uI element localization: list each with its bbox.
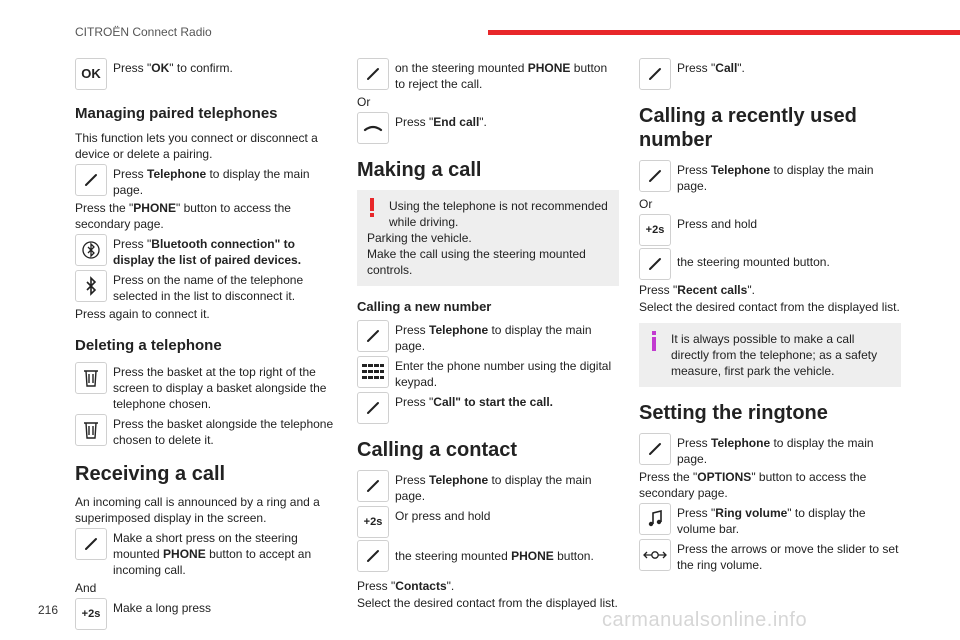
start-call-text: Press "Call" to start the call.: [395, 395, 553, 409]
keypad-text: Enter the phone number using the digital keypad.: [395, 359, 612, 389]
slider-arrows-icon: [639, 539, 671, 571]
phone-handset-icon: [357, 540, 389, 572]
hold-2s-icon: +2s: [639, 214, 671, 246]
start-call-row: [357, 392, 619, 424]
call-row: [639, 58, 901, 90]
phone-handset-icon: [639, 160, 671, 192]
contact-telephone-text: Press Telephone to display the main page.: [395, 473, 592, 503]
hold-2s-icon: +2s: [75, 598, 107, 630]
warning-box: [357, 190, 619, 286]
ring-volume-row: [639, 503, 901, 537]
recent-telephone-row: [639, 160, 901, 194]
phone-handset-icon: [357, 470, 389, 502]
phone-handset-icon: [639, 58, 671, 90]
short-press-text: Make a short press on the steering mounted PHONE button to accept an incoming call.: [113, 531, 312, 577]
arrows-row: [639, 539, 901, 573]
new-telephone-row: [357, 320, 619, 354]
confirm-text: Press "OK" to confirm.: [113, 61, 233, 75]
recent-hold-row: [639, 214, 901, 246]
name-row: [75, 270, 337, 304]
contact-hold-text: Or press and hold: [395, 509, 491, 523]
bluetooth-row: [75, 234, 337, 268]
receiving-intro: An incoming call is announced by a ring and a superimposed display in the screen.: [75, 495, 320, 525]
warning-text: Using the telephone is not recommended while driving.: [389, 199, 608, 229]
info-icon: [651, 331, 657, 351]
bluetooth-icon: [75, 270, 107, 302]
heading-making-call: Making a call: [357, 159, 482, 181]
column-2: [357, 56, 619, 612]
new-telephone-text: Press Telephone to display the main page.: [395, 323, 592, 353]
phone-handset-icon: [357, 320, 389, 352]
call-text: Press "Call".: [677, 61, 745, 75]
heading-calling-contact: Calling a contact: [357, 439, 518, 461]
phone-handset-icon: [75, 164, 107, 196]
recent-hold-text: Press and hold: [677, 217, 758, 231]
basket-text-2: Press the basket alongside the telephone chosen to delete it.: [113, 417, 334, 447]
again-text: Press again to connect it.: [75, 307, 210, 321]
running-header: CITROËN Connect Radio: [75, 25, 212, 39]
phone-handset-icon: [357, 392, 389, 424]
heading-deleting: Deleting a telephone: [75, 337, 222, 354]
info-text: It is always possible to make a call directly from the telephone; as a safety measure, first park the vehicle.: [671, 332, 878, 378]
basket-icon: [75, 362, 107, 394]
phone-button-text: Press the "PHONE" button to access the secondary page.: [75, 201, 291, 231]
contact-steer-row: [357, 540, 619, 572]
heading-ringtone: Setting the ringtone: [639, 402, 828, 424]
paired-intro: This function lets you connect or disconnect a device or delete a pairing.: [75, 131, 318, 161]
select-recent-text: Select the desired contact from the displayed list.: [639, 300, 900, 314]
short-press-row: [75, 528, 337, 578]
column-3: [639, 56, 901, 575]
telephone-row: [75, 164, 337, 198]
heading-new-number: Calling a new number: [357, 299, 492, 314]
watermark: carmanualsonline.info: [602, 609, 808, 631]
select-contact-text: Select the desired contact from the displayed list.: [357, 596, 618, 610]
basket-row-2: [75, 414, 337, 448]
basket-icon: [75, 414, 107, 446]
telephone-text: Press Telephone to display the main page.: [113, 167, 310, 197]
or-text: Or: [357, 95, 371, 109]
phone-handset-icon: [639, 248, 671, 280]
heading-receiving: Receiving a call: [75, 463, 226, 485]
basket-text-1: Press the basket at the top right of the screen to display a basket alongside the telephone chosen.: [113, 365, 327, 411]
heading-managing-paired: Managing paired telephones: [75, 105, 278, 122]
bluetooth-connection-icon: [75, 234, 107, 266]
reject-row: [357, 58, 619, 92]
contacts-text: Press "Contacts".: [357, 579, 455, 593]
and-text: And: [75, 581, 97, 595]
keypad-icon: [357, 356, 389, 388]
confirm-row: [75, 58, 337, 90]
page-number: 216: [38, 603, 59, 617]
recent-telephone-text: Press Telephone to display the main page.: [677, 163, 874, 193]
keypad-row: [357, 356, 619, 390]
phone-handset-icon: [357, 58, 389, 90]
or-text: Or: [639, 197, 653, 211]
phone-handset-icon: [639, 433, 671, 465]
column-1: [75, 56, 337, 632]
bluetooth-text: Press "Bluetooth connection" to display the list of paired devices.: [113, 237, 302, 267]
recent-calls-text: Press "Recent calls".: [639, 283, 755, 297]
info-box: [639, 323, 901, 387]
phone-handset-icon: [75, 528, 107, 560]
end-call-text: Press "End call".: [395, 115, 487, 129]
reject-text: on the steering mounted PHONE button to reject the call.: [395, 61, 608, 91]
steering-text: Make the call using the steering mounted controls.: [367, 247, 586, 277]
ring-volume-text: Press "Ring volume" to display the volume bar.: [677, 506, 866, 536]
end-call-row: [357, 112, 619, 144]
parking-text: Parking the vehicle.: [367, 231, 472, 245]
name-text: Press on the name of the telephone selected in the list to disconnect it.: [113, 273, 304, 303]
options-text: Press the "OPTIONS" button to access the secondary page.: [639, 470, 867, 500]
contact-steer-text: the steering mounted PHONE button.: [395, 549, 594, 563]
long-press-row: [75, 598, 337, 630]
contact-hold-row: [357, 506, 619, 538]
header-accent-bar: [488, 30, 960, 35]
ring-telephone-text: Press Telephone to display the main page.: [677, 436, 874, 466]
hold-2s-icon: +2s: [357, 506, 389, 538]
basket-row-1: [75, 362, 337, 412]
music-note-icon: [639, 503, 671, 535]
heading-recent-number: Calling a recently used number: [639, 105, 857, 151]
recent-steer-row: [639, 248, 901, 280]
end-call-icon: [357, 112, 389, 144]
recent-steer-text: the steering mounted button.: [677, 255, 830, 269]
arrows-text: Press the arrows or move the slider to set the ring volume.: [677, 542, 899, 572]
warning-icon: [369, 198, 375, 218]
contact-telephone-row: [357, 470, 619, 504]
ring-telephone-row: [639, 433, 901, 467]
ok-icon: OK: [75, 58, 107, 90]
long-press-text: Make a long press: [113, 601, 212, 615]
